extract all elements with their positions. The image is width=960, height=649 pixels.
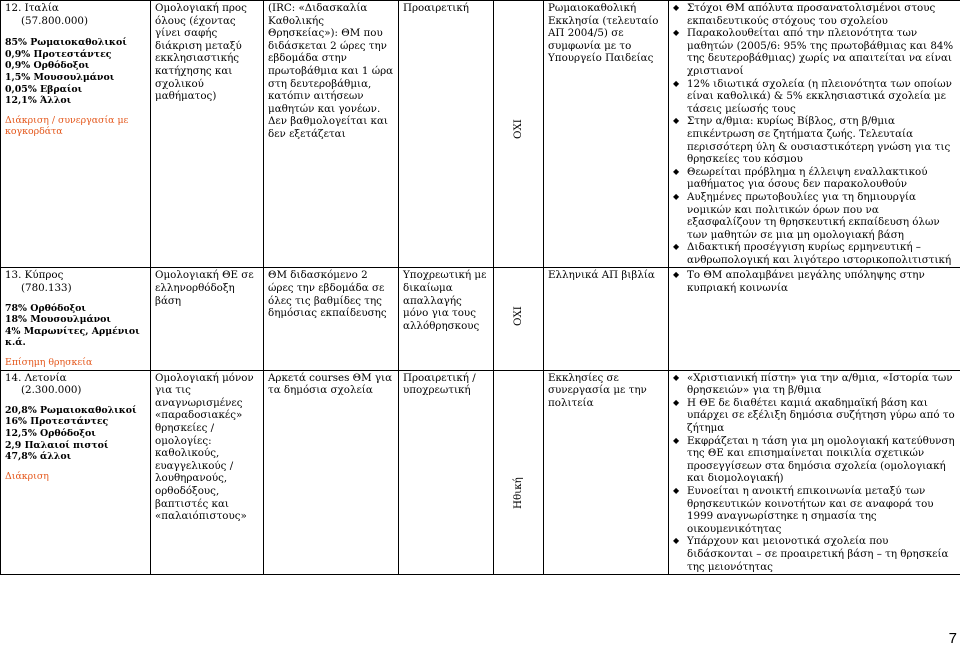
note-item: ◆ Αυξημένες πρωτοβουλίες για τη δημιουργία νομικών και πολιτικών όρων που να εξασφαλίζουν τη θρησκευτική εκπαίδευση όλων των μαθητών σε μια μη ομολογιακή βάση bbox=[673, 191, 956, 241]
status-cell bbox=[399, 370, 494, 575]
note-item: ◆ Στόχοι ΘΜ απόλυτα προσανατολισμένοι στους εκπαιδευτικούς στόχους του σχολείου bbox=[673, 2, 956, 27]
religion-stats bbox=[5, 303, 146, 349]
note-item: ◆ Εκφράζεται η τάση για μη ομολογιακή κατεύθυνση της ΘΕ και επισημαίνεται ποικιλία σχετικών προσεγγίσεων στα δημόσια σχολεία (ομολογιακή και διομολογιακή) bbox=[673, 435, 956, 485]
note-item: ◆ Υπάρχουν και μειονοτικά σχολεία που διδάσκονται – σε προαιρετική βάση – τη θρησκεία της μειονότητας bbox=[673, 535, 956, 573]
table-row-cyprus bbox=[1, 268, 960, 370]
re-type-cell bbox=[151, 1, 264, 268]
stat-line: 20,8% Ρωμαιοκαθολικοί bbox=[5, 404, 137, 416]
stat-line: 0,9% Προτεστάντες bbox=[5, 48, 112, 60]
alternative-cell bbox=[494, 268, 544, 370]
country-title: 14. Λετονία bbox=[5, 371, 67, 384]
re-type-text: Ομολογιακή μόνον για τις αναγνωρισμένες «παραδοσιακές» θρησκείες / ομολογίες: καθολικούς, ευαγγελικούς / λουθηρανούς, ορθοδόξους, βαπτιστές και «παλαιόπιστους» bbox=[155, 371, 254, 523]
re-hours-text: Αρκετά courses ΘΜ για τα δημόσια σχολεία bbox=[268, 371, 393, 397]
stat-line: 1,5% Μουσουλμάνοι bbox=[5, 71, 115, 83]
country-cell bbox=[1, 370, 151, 575]
note-item: ◆ Θεωρείται πρόβλημα η έλλειψη εναλλακτικού μαθήματος για όσους δεν παρακολουθούν bbox=[673, 166, 956, 191]
alternative-cell bbox=[494, 370, 544, 575]
population: (2.300.000) bbox=[21, 384, 82, 397]
regime-label: Επίσημη θρησκεία bbox=[5, 357, 93, 369]
status-text: Προαιρετική bbox=[403, 2, 469, 14]
stat-line: 85% Ρωμαιοκαθολικοί bbox=[5, 37, 127, 49]
note-item: ◆ Παρακολουθείται από την πλειονότητα των μαθητών (2005/6: 95% της πρωτοβάθμιας και 84% της δευτεροβάθμιας) χωρίς να απαιτείται να είναι χριστιανοί bbox=[673, 27, 956, 77]
country-title: 12. Ιταλία bbox=[5, 2, 59, 14]
note-item: ◆ Το ΘΜ απολαμβάνει μεγάλης υπόληψης στην κυπριακή κοινωνία bbox=[673, 269, 956, 294]
table-row-latvia bbox=[1, 370, 960, 575]
note-item: ◆ Ευνοείται η ανοικτή επικοινωνία μεταξύ των θρησκευτικών κοινοτήτων και σε αναφορά του 1999 αναγνωρίστηκε η σημασία της οικουμενικότητας bbox=[673, 485, 956, 535]
stat-line: 47,8% άλλοι bbox=[5, 451, 72, 463]
page-number: 7 bbox=[948, 630, 957, 647]
regime-label: Διάκριση bbox=[5, 470, 49, 482]
alternative-text: ΟΧΙ bbox=[512, 119, 524, 139]
curriculum-text: Εκκλησίες σε συνεργασία με την πολιτεία bbox=[548, 371, 647, 409]
note-item: ◆ «Χριστιανική πίστη» για την α/θμια, «Ιστορία των θρησκειών» για τη β/θμια bbox=[673, 372, 956, 397]
stat-line: 12,5% Ορθόδοξοι bbox=[5, 428, 96, 439]
status-cell bbox=[399, 268, 494, 370]
re-hours-cell bbox=[264, 268, 399, 370]
country-title: 13. Κύπρος bbox=[5, 269, 64, 282]
note-item: ◆ Διδακτική προσέγγιση κυρίως ερμηνευτική – ανθρωπολογική και λιγότερο ιστορικοπολιτιστική bbox=[673, 241, 956, 266]
stat-line: 0,05% Εβραίοι bbox=[5, 83, 83, 95]
notes-cell bbox=[669, 1, 960, 268]
note-item: ◆ Η ΘΕ δε διαθέτει καμιά ακαδημαϊκή βάση και υπάρχει σε εξέλιξη δημόσια συζήτηση γύρω από το ζήτημα bbox=[673, 397, 956, 435]
status-cell bbox=[399, 1, 494, 268]
note-item: ◆ Στην α/θμια: κυρίως Βίβλος, στη β/θμια επικέντρωση σε ζητήματα ζωής. Τελευταία περισσότερη ύλη & ουσιαστικότερη γνώση για τις θρησκείες του κόσμου bbox=[673, 115, 956, 165]
status-text: Υποχρεωτική με δικαίωμα απαλλαγής μόνο για τους αλλόθρησκους bbox=[403, 269, 487, 332]
stat-line: 78% Ορθόδοξοι bbox=[5, 302, 86, 314]
stat-line: 2,9 Παλαιοί πιστοί bbox=[5, 439, 109, 451]
stat-line: 4% Μαρωνίτες, Αρμένιοι κ.ά. bbox=[5, 325, 140, 349]
stat-line: 18% Μουσουλμάνοι bbox=[5, 314, 111, 326]
re-type-cell bbox=[151, 268, 264, 370]
population: (780.133) bbox=[21, 282, 72, 295]
re-hours-cell bbox=[264, 1, 399, 268]
alternative-text: ΟΧΙ bbox=[512, 306, 524, 327]
curriculum-cell bbox=[544, 268, 669, 370]
curriculum-cell bbox=[544, 370, 669, 575]
alternative-cell bbox=[494, 1, 544, 268]
re-hours-cell bbox=[264, 370, 399, 575]
re-type-cell bbox=[151, 370, 264, 575]
status-text: Προαιρετική / υποχρεωτική bbox=[403, 371, 476, 397]
notes-cell bbox=[669, 370, 960, 575]
curriculum-cell bbox=[544, 1, 669, 268]
re-type-text: Ομολογιακή ΘΕ σε ελληνορθόδοξη βάση bbox=[155, 269, 254, 307]
curriculum-text: Ρωμαιοκαθολική Εκκλησία (τελευταίο ΑΠ 2004/5) σε συμφωνία με το Υπουργείο Παιδείας bbox=[548, 2, 659, 65]
population: (57.800.000) bbox=[21, 14, 88, 27]
re-hours-text: ΘΜ διδασκόμενο 2 ώρες την εβδομάδα σε όλες τις βαθμίδες της δημόσιας εκπαίδευσης bbox=[268, 269, 387, 320]
re-hours-text: (IRC: «Διδασκαλία Καθολικής Θρησκείας»): ΘΜ που διδάσκεται 2 ώρες την εβδομάδα στην πρωτοβάθμια και 1 ώρα στη δευτεροβάθμια, κατόπιν αιτήσεων μαθητών και γονέων. Δεν βαθμολογείται και δεν εξετάζεται bbox=[268, 2, 394, 140]
country-cell bbox=[1, 1, 151, 268]
alternative-text: Ηθική bbox=[512, 476, 524, 509]
re-type-text: Ομολογιακή προς όλους (έχοντας γίνει σαφής διάκριση μεταξύ εκκλησιαστικής κατήχησης και σχολικού μαθήματος) bbox=[155, 2, 247, 103]
regime-label: Διάκριση / συνεργασία με κογκορδάτα bbox=[5, 114, 129, 138]
country-cell bbox=[1, 268, 151, 370]
stat-line: 0,9% Ορθόδοξοι bbox=[5, 60, 90, 72]
curriculum-text: Ελληνικά ΑΠ βιβλία bbox=[548, 269, 655, 282]
stat-line: 12,1% Άλλοι bbox=[5, 95, 72, 107]
religion-stats bbox=[5, 37, 146, 107]
religion-stats bbox=[5, 405, 146, 463]
table-row-italy bbox=[1, 1, 960, 268]
notes-cell bbox=[669, 268, 960, 370]
note-item: ◆ 12% ιδιωτικά σχολεία (η πλειονότητα των οποίων είναι καθολικά) & 5% εκκλησιαστικά σχολεία με τάσεις μείωσής τους bbox=[673, 78, 956, 116]
stat-line: 16% Προτεστάντες bbox=[5, 416, 109, 428]
